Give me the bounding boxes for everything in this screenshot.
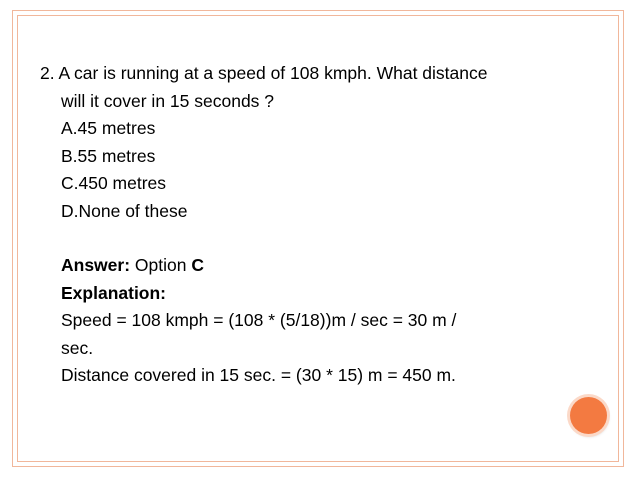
answer-value: C (191, 255, 204, 275)
option-c: C.450 metres (61, 173, 167, 193)
option-a: A.45 metres (61, 118, 156, 138)
explanation-label: Explanation: (61, 282, 167, 303)
decorative-circle (570, 397, 607, 434)
answer-label: Answer: (61, 255, 131, 275)
explanation-line-2: sec. (61, 337, 94, 358)
question-line-1: 2. A car is running at a speed of 108 kmph. What distance (40, 63, 488, 83)
answer-text: Option (130, 255, 192, 275)
spacer (40, 225, 560, 252)
explanation-line-1: Speed = 108 kmph = (108 * (5/18))m / sec = 30 m / (61, 310, 457, 330)
explanation-line-3: Distance covered in 15 sec. = (30 * 15) m = 450 m. (61, 365, 456, 385)
option-d: D.None of these (61, 200, 188, 221)
question-line-2: will it cover in 15 seconds ? (61, 90, 275, 111)
option-b: B.55 metres (61, 145, 156, 166)
answer-line (40, 252, 560, 280)
question-content (40, 60, 560, 390)
